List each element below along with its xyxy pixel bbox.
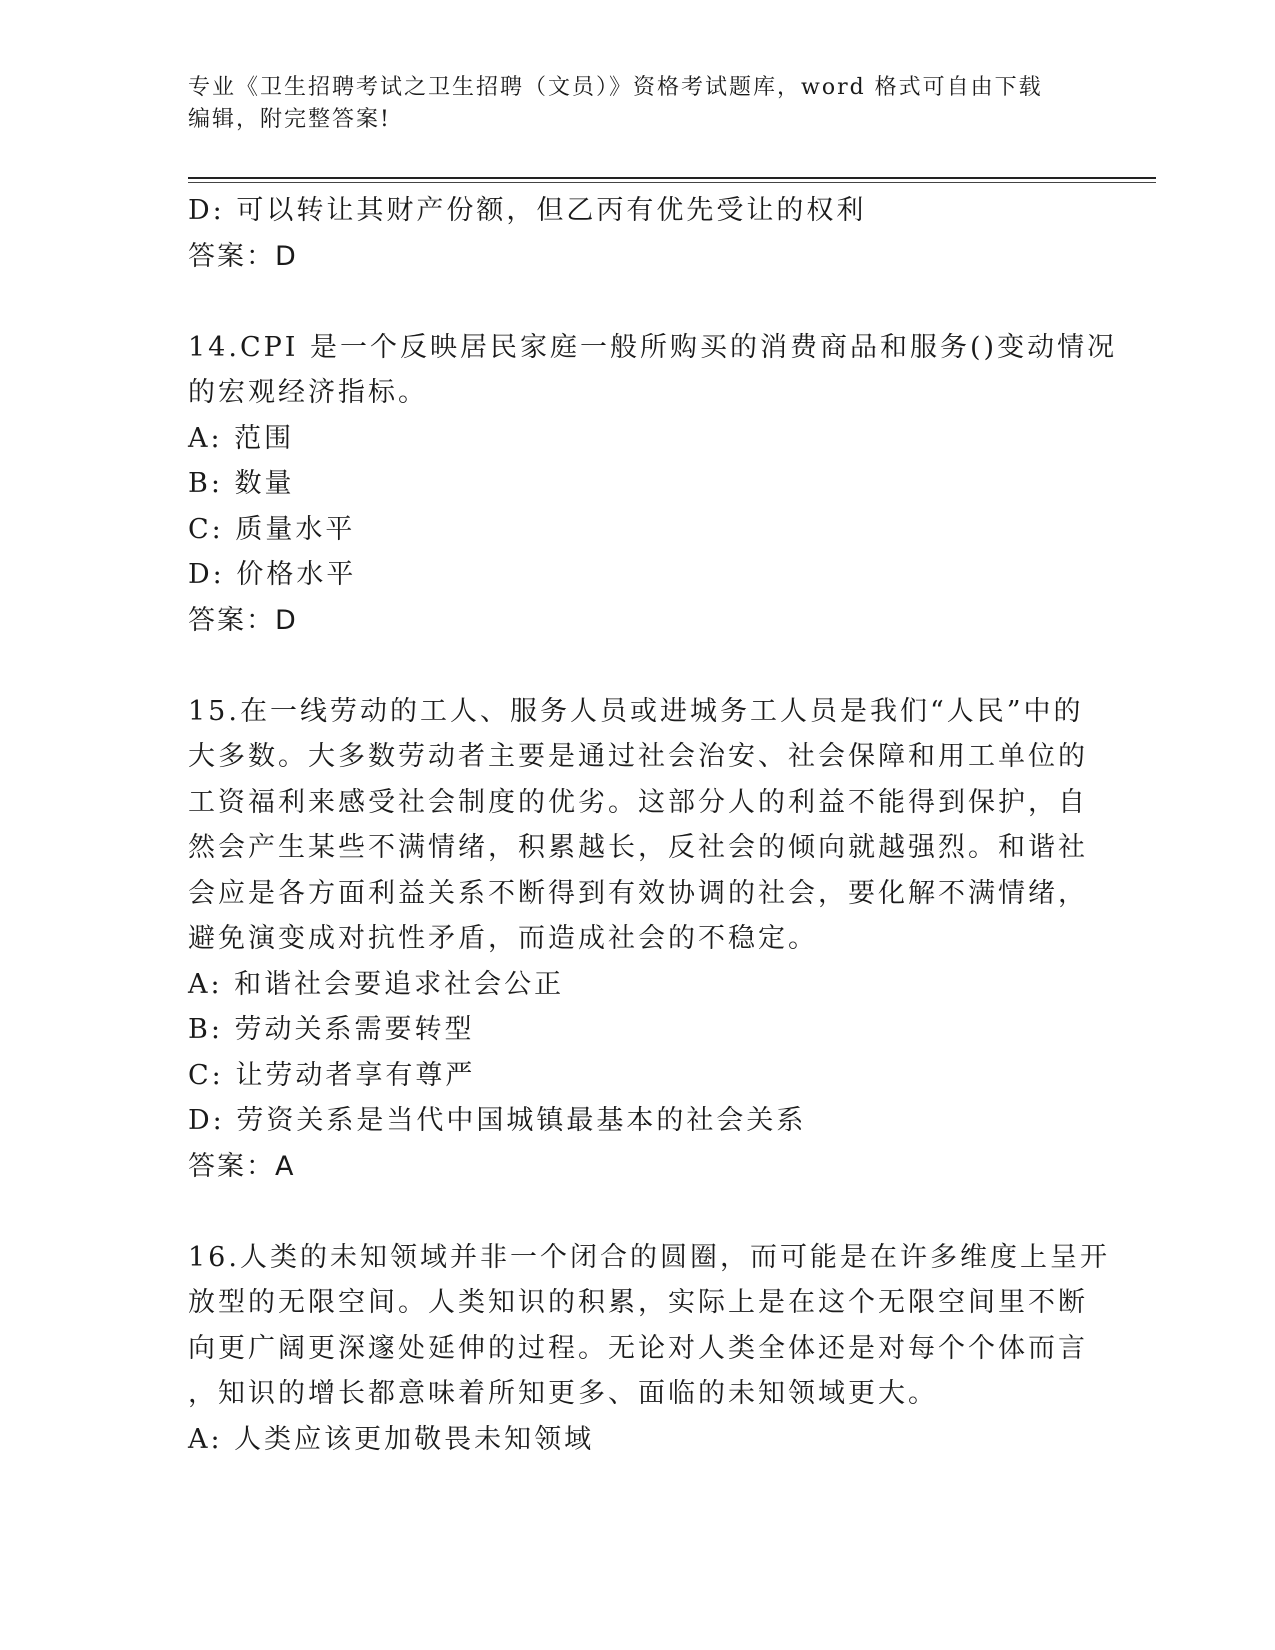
question-16 [188,1235,1110,1463]
spacer [188,279,1088,325]
question-text: 的宏观经济指标。 [188,377,428,408]
answer: 答案：A [188,1150,296,1182]
option-c: C: 让劳动者享有尊严 [188,1059,476,1091]
header-divider-thin [188,182,1156,183]
spacer [188,1189,1088,1235]
option-b: B: 数量 [188,468,295,499]
document-body [188,188,1118,1462]
spacer [188,643,1088,689]
question-text: ，知识的增长都意味着所知更多、面临的未知领域更大。 [188,1378,938,1409]
question-text: 14.CPI 是一个反映居民家庭一般所购买的消费商品和服务()变动情况 [188,331,1118,363]
question-text: 工资福利来感受社会制度的优劣。这部分人的利益不能得到保护，自 [188,786,1088,818]
answer: 答案：D [188,240,298,272]
option-d: D: 可以转让其财产份额，但乙丙有优先受让的权利 [188,195,867,226]
header-line-1: 专业《卫生招聘考试之卫生招聘（文员）》资格考试题库，word 格式可自由下载 [188,75,1043,100]
answer: 答案：D [188,604,298,636]
question-text: 16.人类的未知领域并非一个闭合的圆圈，而可能是在许多维度上呈开 [188,1241,1110,1273]
option-d: D: 劳资关系是当代中国城镇最基本的社会关系 [188,1105,807,1136]
question-13-tail [188,188,1088,279]
question-text: 15.在一线劳动的工人、服务人员或进城务工人员是我们“人民”中的 [188,695,1084,727]
question-text: 然会产生某些不满情绪，积累越长，反社会的倾向就越强烈。和谐社 [188,832,1088,863]
header-divider-thick [188,177,1156,179]
option-a: A: 人类应该更加敬畏未知领域 [188,1423,595,1455]
question-text: 向更广阔更深邃处延伸的过程。无论对人类全体还是对每个个体而言 [188,1332,1088,1364]
question-14 [188,325,1118,644]
document-header [188,72,1088,136]
option-a: A: 范围 [188,422,295,454]
question-15 [188,689,1088,1190]
question-text: 放型的无限空间。人类知识的积累，实际上是在这个无限空间里不断 [188,1287,1088,1318]
option-b: B: 劳动关系需要转型 [188,1014,475,1045]
question-text: 大多数。大多数劳动者主要是通过社会治安、社会保障和用工单位的 [188,741,1088,772]
question-text: 会应是各方面利益关系不断得到有效协调的社会，要化解不满情绪， [188,877,1088,909]
option-a: A: 和谐社会要追求社会公正 [188,968,565,1000]
option-c: C: 质量水平 [188,513,356,545]
header-line-2: 编辑，附完整答案! [188,107,391,132]
question-text: 避免演变成对抗性矛盾，而造成社会的不稳定。 [188,923,818,954]
option-d: D: 价格水平 [188,559,357,590]
